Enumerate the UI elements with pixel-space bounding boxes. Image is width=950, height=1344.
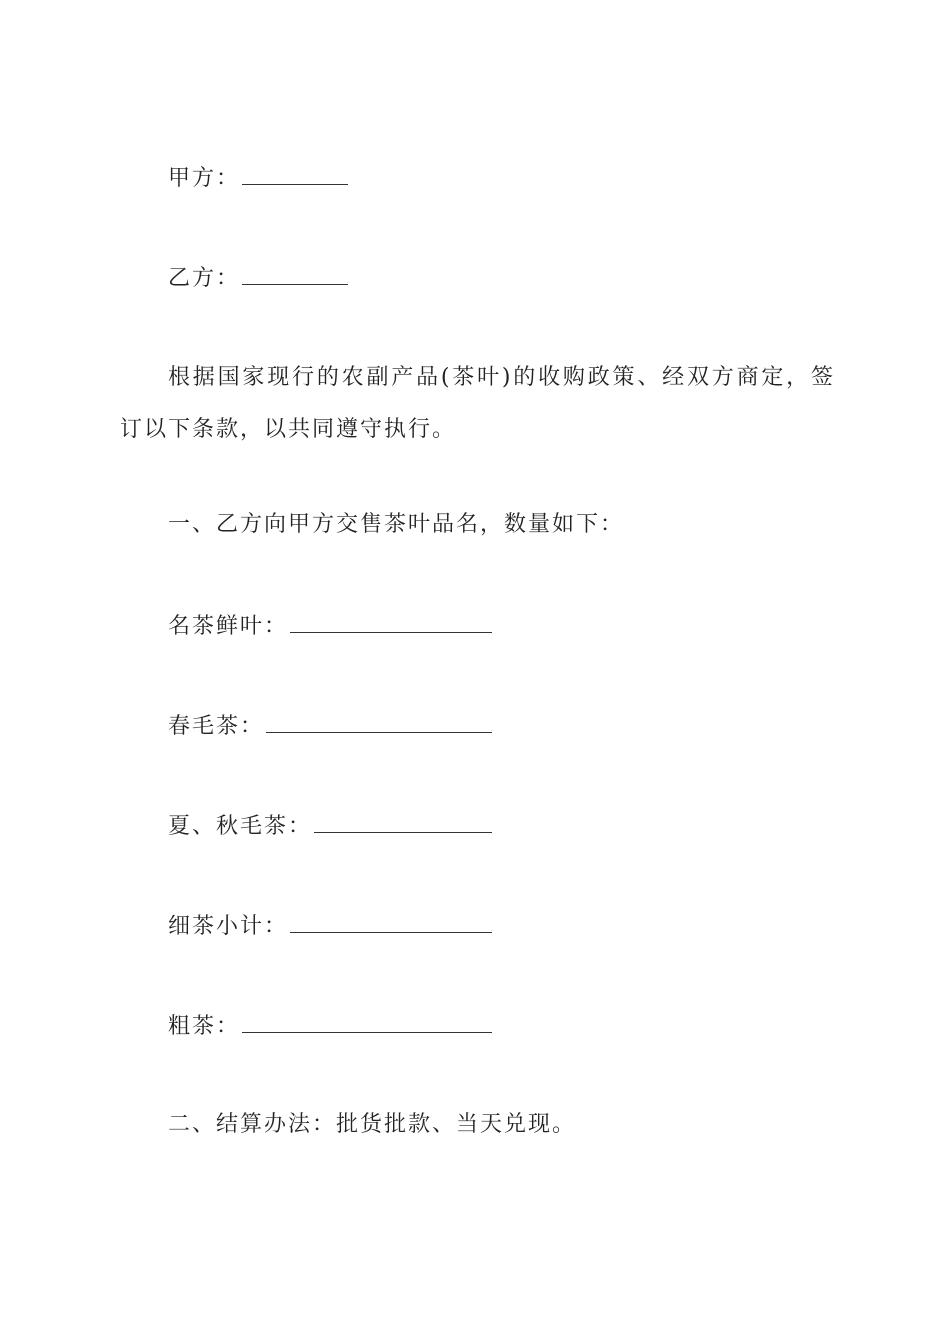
item-line-spring-raw-tea [168, 712, 492, 740]
item-line-coarse-tea [168, 1012, 492, 1040]
item-label: 细茶小计： [168, 914, 289, 939]
section-two-settlement: 二、结算办法：批货批款、当天兑现。 [168, 1112, 577, 1137]
item-blank [290, 612, 492, 633]
item-blank [314, 812, 492, 833]
item-label: 夏、秋毛茶： [168, 814, 313, 839]
item-line-famous-fresh-leaf [168, 612, 492, 640]
party-a-blank [242, 164, 348, 185]
section-one-heading: 一、乙方向甲方交售茶叶品名，数量如下： [168, 512, 625, 537]
item-label: 春毛茶： [168, 714, 265, 739]
item-blank [266, 712, 492, 733]
item-label: 名茶鲜叶： [168, 614, 289, 639]
item-blank [290, 912, 492, 933]
party-b-line [168, 264, 348, 292]
party-a-line [168, 164, 348, 192]
item-blank [242, 1012, 492, 1033]
party-b-blank [242, 264, 348, 285]
party-a-label: 甲方： [168, 166, 241, 191]
item-label: 粗茶： [168, 1014, 241, 1039]
item-line-summer-autumn-raw-tea [168, 812, 492, 840]
party-b-label: 乙方： [168, 266, 241, 291]
intro-paragraph: 根据国家现行的农副产品(茶叶)的收购政策、经双方商定，签订以下条款，以共同遵守执行。 [120, 365, 835, 442]
item-line-fine-tea-subtotal [168, 912, 492, 940]
